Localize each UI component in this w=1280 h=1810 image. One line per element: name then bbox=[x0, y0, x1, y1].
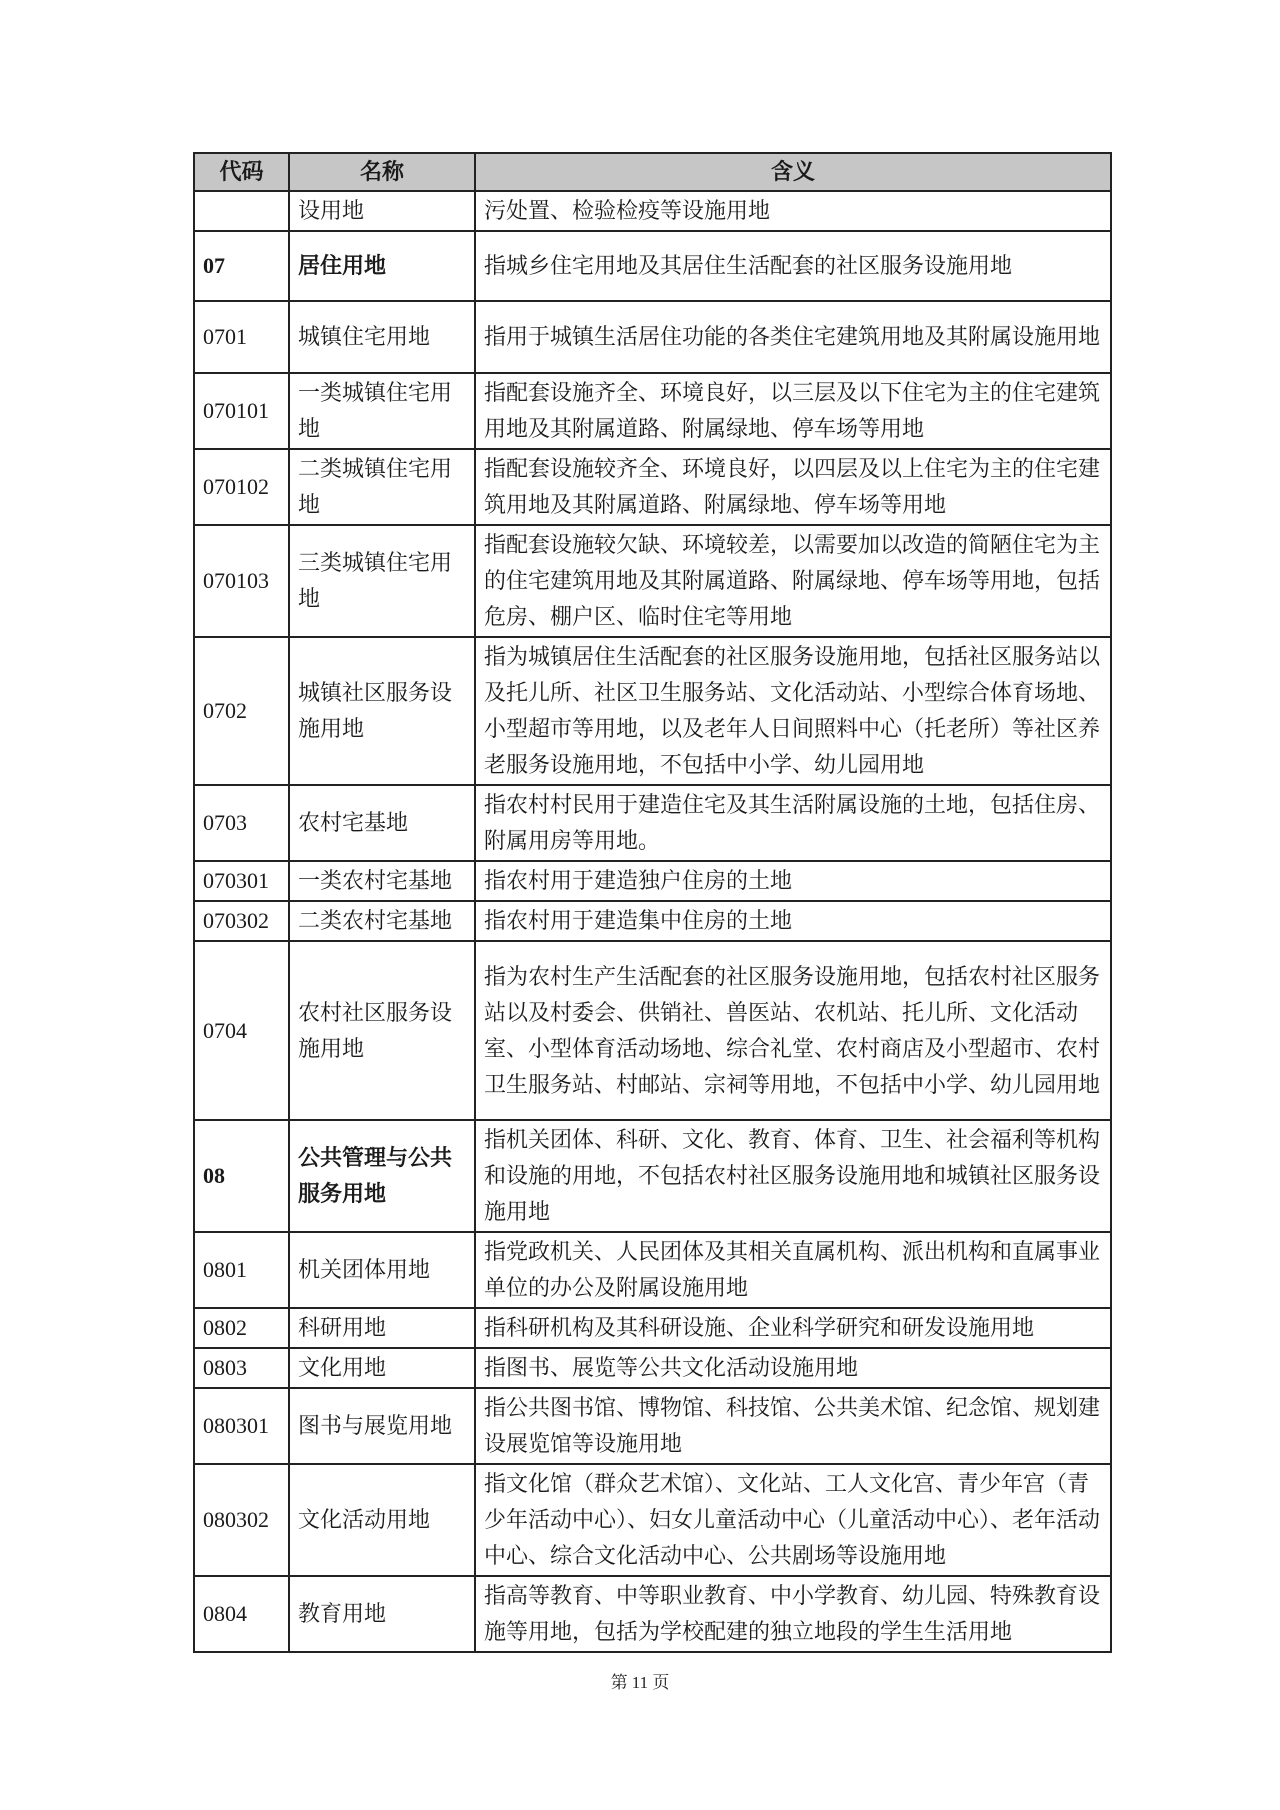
header-name: 名称 bbox=[289, 153, 475, 191]
meaning-cell: 指用于城镇生活居住功能的各类住宅建筑用地及其附属设施用地 bbox=[475, 301, 1111, 373]
name-cell: 设用地 bbox=[289, 191, 475, 231]
table-row bbox=[194, 1232, 1111, 1308]
table-row bbox=[194, 191, 1111, 231]
meaning-cell: 污处置、检验检疫等设施用地 bbox=[475, 191, 1111, 231]
code-cell: 0804 bbox=[194, 1576, 289, 1652]
table-row bbox=[194, 1464, 1111, 1576]
table-row bbox=[194, 525, 1111, 637]
code-cell: 070102 bbox=[194, 449, 289, 525]
meaning-cell: 指城乡住宅用地及其居住生活配套的社区服务设施用地 bbox=[475, 231, 1111, 301]
name-cell: 二类城镇住宅用地 bbox=[289, 449, 475, 525]
code-cell: 070103 bbox=[194, 525, 289, 637]
code-cell: 070301 bbox=[194, 861, 289, 901]
table-row bbox=[194, 901, 1111, 941]
table-row bbox=[194, 1120, 1111, 1232]
code-cell: 0801 bbox=[194, 1232, 289, 1308]
code-cell bbox=[194, 191, 289, 231]
land-use-code-table bbox=[193, 152, 1112, 1653]
meaning-cell: 指配套设施较欠缺、环境较差，以需要加以改造的简陋住宅为主的住宅建筑用地及其附属道路、附属绿地、停车场等用地，包括危房、棚户区、临时住宅等用地 bbox=[475, 525, 1111, 637]
name-cell: 科研用地 bbox=[289, 1308, 475, 1348]
header-code: 代码 bbox=[194, 153, 289, 191]
meaning-cell: 指图书、展览等公共文化活动设施用地 bbox=[475, 1348, 1111, 1388]
meaning-cell: 指党政机关、人民团体及其相关直属机构、派出机构和直属事业单位的办公及附属设施用地 bbox=[475, 1232, 1111, 1308]
table-row bbox=[194, 1576, 1111, 1652]
meaning-cell: 指公共图书馆、博物馆、科技馆、公共美术馆、纪念馆、规划建设展览馆等设施用地 bbox=[475, 1388, 1111, 1464]
name-cell: 城镇社区服务设施用地 bbox=[289, 637, 475, 785]
meaning-cell: 指机关团体、科研、文化、教育、体育、卫生、社会福利等机构和设施的用地，不包括农村社区服务设施用地和城镇社区服务设施用地 bbox=[475, 1120, 1111, 1232]
code-cell: 070101 bbox=[194, 373, 289, 449]
meaning-cell: 指农村村民用于建造住宅及其生活附属设施的土地，包括住房、附属用房等用地。 bbox=[475, 785, 1111, 861]
code-cell: 0701 bbox=[194, 301, 289, 373]
code-cell: 0802 bbox=[194, 1308, 289, 1348]
meaning-cell: 指文化馆（群众艺术馆）、文化站、工人文化宫、青少年宫（青少年活动中心）、妇女儿童活动中心（儿童活动中心）、老年活动中心、综合文化活动中心、公共剧场等设施用地 bbox=[475, 1464, 1111, 1576]
name-cell: 图书与展览用地 bbox=[289, 1388, 475, 1464]
code-cell: 07 bbox=[194, 231, 289, 301]
table-row bbox=[194, 861, 1111, 901]
table-row bbox=[194, 637, 1111, 785]
name-cell: 农村宅基地 bbox=[289, 785, 475, 861]
meaning-cell: 指配套设施齐全、环境良好，以三层及以下住宅为主的住宅建筑用地及其附属道路、附属绿地、停车场等用地 bbox=[475, 373, 1111, 449]
name-cell: 一类城镇住宅用地 bbox=[289, 373, 475, 449]
table-row bbox=[194, 301, 1111, 373]
page-number: 第 11 页 bbox=[610, 1673, 670, 1692]
name-cell: 一类农村宅基地 bbox=[289, 861, 475, 901]
header-meaning: 含义 bbox=[475, 153, 1111, 191]
meaning-cell: 指高等教育、中等职业教育、中小学教育、幼儿园、特殊教育设施等用地，包括为学校配建的独立地段的学生生活用地 bbox=[475, 1576, 1111, 1652]
name-cell: 文化活动用地 bbox=[289, 1464, 475, 1576]
name-cell: 二类农村宅基地 bbox=[289, 901, 475, 941]
meaning-cell: 指农村用于建造独户住房的土地 bbox=[475, 861, 1111, 901]
name-cell: 居住用地 bbox=[289, 231, 475, 301]
meaning-cell: 指科研机构及其科研设施、企业科学研究和研发设施用地 bbox=[475, 1308, 1111, 1348]
name-cell: 文化用地 bbox=[289, 1348, 475, 1388]
meaning-cell: 指为农村生产生活配套的社区服务设施用地，包括农村社区服务站以及村委会、供销社、兽医站、农机站、托儿所、文化活动室、小型体育活动场地、综合礼堂、农村商店及小型超市、农村卫生服务站、村邮站、宗祠等用地，不包括中小学、幼儿园用地 bbox=[475, 941, 1111, 1120]
name-cell: 公共管理与公共服务用地 bbox=[289, 1120, 475, 1232]
name-cell: 农村社区服务设施用地 bbox=[289, 941, 475, 1120]
name-cell: 城镇住宅用地 bbox=[289, 301, 475, 373]
table-header-row bbox=[194, 153, 1111, 191]
name-cell: 教育用地 bbox=[289, 1576, 475, 1652]
meaning-cell: 指配套设施较齐全、环境良好，以四层及以上住宅为主的住宅建筑用地及其附属道路、附属绿地、停车场等用地 bbox=[475, 449, 1111, 525]
name-cell: 三类城镇住宅用地 bbox=[289, 525, 475, 637]
table-row bbox=[194, 449, 1111, 525]
code-cell: 0702 bbox=[194, 637, 289, 785]
code-cell: 080302 bbox=[194, 1464, 289, 1576]
table-row bbox=[194, 373, 1111, 449]
meaning-cell: 指农村用于建造集中住房的土地 bbox=[475, 901, 1111, 941]
table-row bbox=[194, 941, 1111, 1120]
table-row bbox=[194, 785, 1111, 861]
name-cell: 机关团体用地 bbox=[289, 1232, 475, 1308]
code-cell: 08 bbox=[194, 1120, 289, 1232]
code-cell: 0703 bbox=[194, 785, 289, 861]
table-row bbox=[194, 1348, 1111, 1388]
table-row bbox=[194, 231, 1111, 301]
code-cell: 080301 bbox=[194, 1388, 289, 1464]
meaning-cell: 指为城镇居住生活配套的社区服务设施用地，包括社区服务站以及托儿所、社区卫生服务站、文化活动站、小型综合体育场地、小型超市等用地，以及老年人日间照料中心（托老所）等社区养老服务设施用地，不包括中小学、幼儿园用地 bbox=[475, 637, 1111, 785]
code-cell: 070302 bbox=[194, 901, 289, 941]
code-cell: 0704 bbox=[194, 941, 289, 1120]
table-row bbox=[194, 1308, 1111, 1348]
code-cell: 0803 bbox=[194, 1348, 289, 1388]
table-row bbox=[194, 1388, 1111, 1464]
